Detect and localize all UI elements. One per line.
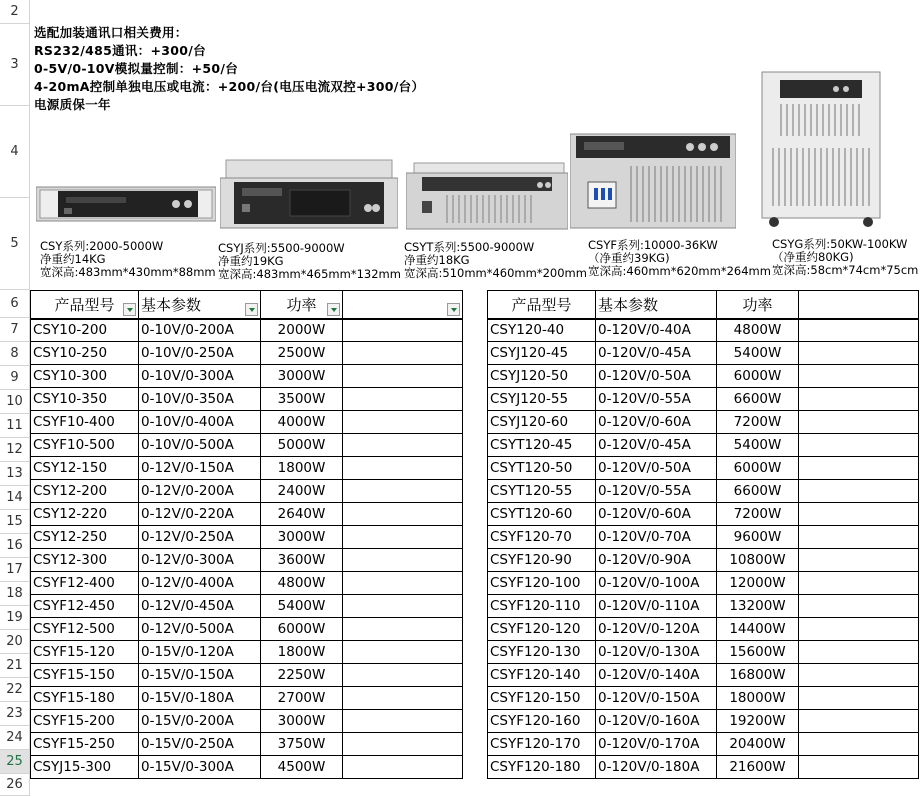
- model-cell[interactable]: CSYF12-400: [31, 572, 139, 595]
- table-row: [488, 526, 919, 549]
- row-number[interactable]: 11: [0, 414, 30, 438]
- table-row: [488, 457, 919, 480]
- params-cell[interactable]: 0-12V/0-300A: [139, 549, 261, 572]
- power-cell[interactable]: 7200W: [717, 411, 799, 434]
- header-model[interactable]: [488, 291, 596, 319]
- product-image-csyt: [406, 161, 568, 231]
- params-cell[interactable]: 0-120V/0-150A: [596, 687, 717, 710]
- empty-cell[interactable]: [343, 365, 463, 388]
- power-cell[interactable]: 14400W: [717, 618, 799, 641]
- table-row: [31, 756, 463, 779]
- model-cell[interactable]: CSYJ120-50: [488, 365, 596, 388]
- table-row: [31, 342, 463, 365]
- table-row: [31, 710, 463, 733]
- caption-line: CSYT系列:5500-9000W: [404, 240, 535, 254]
- power-cell[interactable]: 21600W: [717, 756, 799, 779]
- header-power[interactable]: [261, 291, 343, 319]
- empty-cell[interactable]: [343, 319, 463, 342]
- table-row: [488, 664, 919, 687]
- table-row: [488, 434, 919, 457]
- table-row: [31, 687, 463, 710]
- params-cell[interactable]: 0-120V/0-50A: [596, 365, 717, 388]
- params-cell[interactable]: 0-120V/0-40A: [596, 319, 717, 342]
- model-cell[interactable]: CSYF120-180: [488, 756, 596, 779]
- empty-cell[interactable]: [343, 641, 463, 664]
- table-row: [31, 733, 463, 756]
- empty-cell[interactable]: [343, 572, 463, 595]
- model-cell[interactable]: CSY120-40: [488, 319, 596, 342]
- table-row: [488, 319, 919, 342]
- model-cell[interactable]: CSY12-220: [31, 503, 139, 526]
- table-row: [488, 641, 919, 664]
- product-image-csyg: [760, 70, 882, 228]
- header-model-label: 产品型号: [54, 295, 115, 314]
- table-header-row: [488, 291, 919, 319]
- empty-cell[interactable]: [799, 756, 919, 779]
- caption-line: CSYG系列:50KW-100KW: [772, 237, 908, 251]
- params-cell[interactable]: 0-120V/0-90A: [596, 549, 717, 572]
- caption-csyg: [772, 238, 918, 277]
- table-row: [488, 480, 919, 503]
- power-cell[interactable]: 4500W: [261, 756, 343, 779]
- model-cell[interactable]: CSYF15-200: [31, 710, 139, 733]
- empty-cell[interactable]: [343, 526, 463, 549]
- row-number[interactable]: 12: [0, 438, 30, 462]
- params-cell[interactable]: 0-15V/0-250A: [139, 733, 261, 756]
- row-number[interactable]: 5: [0, 198, 30, 290]
- model-cell[interactable]: CSYJ120-60: [488, 411, 596, 434]
- table-row: [488, 733, 919, 756]
- note-line: RS232/485通讯：+300/台: [34, 43, 206, 58]
- model-cell[interactable]: CSYF120-120: [488, 618, 596, 641]
- row-number[interactable]: 14: [0, 486, 30, 510]
- model-cell[interactable]: CSYF120-140: [488, 664, 596, 687]
- table-row: [31, 595, 463, 618]
- model-cell[interactable]: CSY12-300: [31, 549, 139, 572]
- caption-line: （净重约80KG): [772, 250, 854, 264]
- empty-cell[interactable]: [799, 503, 919, 526]
- caption-line: CSYF系列:10000-36KW: [588, 238, 718, 252]
- model-cell[interactable]: CSYF10-500: [31, 434, 139, 457]
- params-cell[interactable]: 0-120V/0-130A: [596, 641, 717, 664]
- power-cell[interactable]: 5400W: [717, 342, 799, 365]
- model-cell[interactable]: CSYF120-100: [488, 572, 596, 595]
- empty-cell[interactable]: [343, 480, 463, 503]
- params-cell[interactable]: 0-15V/0-150A: [139, 664, 261, 687]
- table-row: [488, 411, 919, 434]
- params-cell[interactable]: 0-120V/0-50A: [596, 457, 717, 480]
- model-cell[interactable]: CSYJ15-300: [31, 756, 139, 779]
- row-number[interactable]: 19: [0, 606, 30, 630]
- table-row: [488, 342, 919, 365]
- empty-cell[interactable]: [799, 710, 919, 733]
- power-cell[interactable]: 3000W: [261, 710, 343, 733]
- params-cell[interactable]: 0-10V/0-300A: [139, 365, 261, 388]
- empty-cell[interactable]: [799, 641, 919, 664]
- right-price-table: [487, 290, 919, 779]
- power-cell[interactable]: 6600W: [717, 480, 799, 503]
- caption-line: 净重约19KG: [218, 254, 284, 268]
- row-number[interactable]: 20: [0, 630, 30, 654]
- row-number[interactable]: 23: [0, 702, 30, 726]
- empty-cell[interactable]: [343, 411, 463, 434]
- empty-cell[interactable]: [799, 365, 919, 388]
- header-power-label: 功率: [286, 295, 317, 314]
- note-line: 选配加装通讯口相关费用：: [34, 25, 188, 40]
- power-cell[interactable]: 3600W: [261, 549, 343, 572]
- product-image-csyj: [220, 158, 398, 230]
- caption-line: CSY系列:2000-5000W: [40, 239, 164, 253]
- params-cell[interactable]: 0-10V/0-200A: [139, 319, 261, 342]
- row-number[interactable]: 6: [0, 290, 30, 318]
- empty-cell[interactable]: [799, 457, 919, 480]
- power-cell[interactable]: 7200W: [717, 503, 799, 526]
- params-cell[interactable]: 0-120V/0-140A: [596, 664, 717, 687]
- row-number[interactable]: 25: [0, 750, 30, 774]
- params-cell[interactable]: 0-12V/0-250A: [139, 526, 261, 549]
- params-cell[interactable]: 0-12V/0-200A: [139, 480, 261, 503]
- model-cell[interactable]: CSYF10-400: [31, 411, 139, 434]
- power-cell[interactable]: 6600W: [717, 388, 799, 411]
- power-cell[interactable]: 12000W: [717, 572, 799, 595]
- row-number[interactable]: 21: [0, 654, 30, 678]
- power-cell[interactable]: 2250W: [261, 664, 343, 687]
- table-row: [31, 526, 463, 549]
- row-number[interactable]: 15: [0, 510, 30, 534]
- header-model-label: 产品型号: [511, 295, 572, 314]
- row-number[interactable]: 10: [0, 390, 30, 414]
- power-cell[interactable]: 3750W: [261, 733, 343, 756]
- empty-cell[interactable]: [799, 549, 919, 572]
- row-number[interactable]: 17: [0, 558, 30, 582]
- table-row: [31, 549, 463, 572]
- row-number[interactable]: 9: [0, 366, 30, 390]
- model-cell[interactable]: CSYF120-130: [488, 641, 596, 664]
- power-cell[interactable]: 4000W: [261, 411, 343, 434]
- empty-cell[interactable]: [799, 411, 919, 434]
- empty-cell[interactable]: [343, 733, 463, 756]
- table-row: [31, 572, 463, 595]
- header-power-label: 功率: [742, 295, 773, 314]
- params-cell[interactable]: 0-120V/0-170A: [596, 733, 717, 756]
- header-empty[interactable]: [343, 291, 463, 319]
- empty-cell[interactable]: [343, 434, 463, 457]
- empty-cell[interactable]: [799, 480, 919, 503]
- table-row: [488, 549, 919, 572]
- params-cell[interactable]: 0-12V/0-500A: [139, 618, 261, 641]
- header-params[interactable]: [139, 291, 261, 319]
- params-cell[interactable]: 0-10V/0-350A: [139, 388, 261, 411]
- empty-cell[interactable]: [799, 319, 919, 342]
- note-line: 4-20mA控制单独电压或电流：+200/台(电压电流双控+300/台）: [34, 79, 425, 94]
- table-row: [31, 480, 463, 503]
- empty-cell[interactable]: [799, 618, 919, 641]
- caption-line: 净重约14KG: [40, 252, 106, 266]
- params-cell[interactable]: 0-120V/0-110A: [596, 595, 717, 618]
- power-cell[interactable]: 3500W: [261, 388, 343, 411]
- left-price-table: [30, 290, 463, 779]
- params-cell[interactable]: 0-12V/0-400A: [139, 572, 261, 595]
- table-row: [488, 388, 919, 411]
- filter-dropdown-icon[interactable]: [327, 303, 340, 316]
- power-cell[interactable]: 1800W: [261, 641, 343, 664]
- model-cell[interactable]: CSY10-250: [31, 342, 139, 365]
- empty-cell[interactable]: [343, 342, 463, 365]
- power-cell[interactable]: 2400W: [261, 480, 343, 503]
- table-row: [488, 365, 919, 388]
- row-number[interactable]: 24: [0, 726, 30, 750]
- header-params-label: 基本参数: [141, 295, 202, 314]
- power-cell[interactable]: 18000W: [717, 687, 799, 710]
- header-params[interactable]: [596, 291, 717, 319]
- model-cell[interactable]: CSYF15-180: [31, 687, 139, 710]
- empty-cell[interactable]: [343, 503, 463, 526]
- empty-cell[interactable]: [343, 457, 463, 480]
- caption-csy: [40, 240, 216, 279]
- power-cell[interactable]: 10800W: [717, 549, 799, 572]
- model-cell[interactable]: CSYF15-120: [31, 641, 139, 664]
- power-cell[interactable]: 2000W: [261, 319, 343, 342]
- empty-cell[interactable]: [343, 549, 463, 572]
- caption-line: 宽深高:510mm*460mm*200mm: [404, 266, 587, 280]
- power-cell[interactable]: 13200W: [717, 595, 799, 618]
- table-row: [31, 618, 463, 641]
- params-cell[interactable]: 0-120V/0-55A: [596, 388, 717, 411]
- row-number[interactable]: 18: [0, 582, 30, 606]
- empty-cell[interactable]: [343, 756, 463, 779]
- params-cell[interactable]: 0-120V/0-120A: [596, 618, 717, 641]
- empty-cell[interactable]: [343, 618, 463, 641]
- model-cell[interactable]: CSYF120-160: [488, 710, 596, 733]
- params-cell[interactable]: 0-120V/0-70A: [596, 526, 717, 549]
- caption-line: 宽深高:460mm*620mm*264mm: [588, 264, 771, 278]
- params-cell[interactable]: 0-10V/0-500A: [139, 434, 261, 457]
- note-line: 0-5V/0-10V模拟量控制：+50/台: [34, 61, 239, 76]
- table-row: [31, 365, 463, 388]
- table-row: [31, 319, 463, 342]
- table-row: [31, 503, 463, 526]
- model-cell[interactable]: CSYF120-70: [488, 526, 596, 549]
- model-cell[interactable]: CSYF120-90: [488, 549, 596, 572]
- table-row: [31, 664, 463, 687]
- params-cell[interactable]: 0-120V/0-45A: [596, 342, 717, 365]
- power-cell[interactable]: 5400W: [261, 595, 343, 618]
- params-cell[interactable]: 0-12V/0-150A: [139, 457, 261, 480]
- model-cell[interactable]: CSYT120-45: [488, 434, 596, 457]
- table-row: [31, 388, 463, 411]
- power-cell[interactable]: 16800W: [717, 664, 799, 687]
- params-cell[interactable]: 0-15V/0-200A: [139, 710, 261, 733]
- header-empty[interactable]: [799, 291, 919, 319]
- model-cell[interactable]: CSY12-200: [31, 480, 139, 503]
- params-cell[interactable]: 0-120V/0-100A: [596, 572, 717, 595]
- filter-dropdown-icon[interactable]: [447, 303, 460, 316]
- params-cell[interactable]: 0-12V/0-450A: [139, 595, 261, 618]
- caption-line: CSYJ系列:5500-9000W: [218, 241, 345, 255]
- model-cell[interactable]: CSY12-250: [31, 526, 139, 549]
- row-number[interactable]: 4: [0, 106, 30, 198]
- empty-cell[interactable]: [343, 664, 463, 687]
- table-row: [488, 756, 919, 779]
- power-cell[interactable]: 4800W: [261, 572, 343, 595]
- row-number[interactable]: 3: [0, 24, 30, 106]
- table-row: [488, 572, 919, 595]
- header-params-label: 基本参数: [598, 295, 659, 314]
- params-cell[interactable]: 0-120V/0-160A: [596, 710, 717, 733]
- table-row: [31, 434, 463, 457]
- empty-cell[interactable]: [343, 595, 463, 618]
- caption-line: 宽深高:483mm*430mm*88mm: [40, 265, 216, 279]
- power-cell[interactable]: 5000W: [261, 434, 343, 457]
- power-cell[interactable]: 4800W: [717, 319, 799, 342]
- header-power[interactable]: [717, 291, 799, 319]
- power-cell[interactable]: 6000W: [717, 457, 799, 480]
- params-cell[interactable]: 0-15V/0-300A: [139, 756, 261, 779]
- power-cell[interactable]: 19200W: [717, 710, 799, 733]
- options-note: [34, 24, 424, 114]
- header-model[interactable]: [31, 291, 139, 319]
- table-row: [488, 618, 919, 641]
- model-cell[interactable]: CSYT120-60: [488, 503, 596, 526]
- power-cell[interactable]: 2640W: [261, 503, 343, 526]
- model-cell[interactable]: CSY10-200: [31, 319, 139, 342]
- caption-line: 宽深高:483mm*465mm*132mm: [218, 267, 401, 281]
- power-cell[interactable]: 15600W: [717, 641, 799, 664]
- model-cell[interactable]: CSYF120-170: [488, 733, 596, 756]
- model-cell[interactable]: CSYT120-50: [488, 457, 596, 480]
- power-cell[interactable]: 6000W: [717, 365, 799, 388]
- model-cell[interactable]: CSYF12-450: [31, 595, 139, 618]
- row-number[interactable]: 16: [0, 534, 30, 558]
- empty-cell[interactable]: [799, 388, 919, 411]
- table-row: [31, 641, 463, 664]
- params-cell[interactable]: 0-120V/0-180A: [596, 756, 717, 779]
- caption-line: 宽深高:58cm*74cm*75cm: [772, 263, 919, 277]
- power-cell[interactable]: 1800W: [261, 457, 343, 480]
- power-cell[interactable]: 3000W: [261, 526, 343, 549]
- params-cell[interactable]: 0-120V/0-55A: [596, 480, 717, 503]
- row-number[interactable]: 26: [0, 774, 30, 796]
- model-cell[interactable]: CSYF120-110: [488, 595, 596, 618]
- model-cell[interactable]: CSYT120-55: [488, 480, 596, 503]
- empty-cell[interactable]: [799, 687, 919, 710]
- model-cell[interactable]: CSY12-150: [31, 457, 139, 480]
- model-cell[interactable]: CSYJ120-45: [488, 342, 596, 365]
- params-cell[interactable]: 0-15V/0-120A: [139, 641, 261, 664]
- table-header-row: [31, 291, 463, 319]
- params-cell[interactable]: 0-10V/0-400A: [139, 411, 261, 434]
- table-row: [31, 457, 463, 480]
- empty-cell[interactable]: [799, 733, 919, 756]
- table-row: [31, 411, 463, 434]
- table-row: [488, 595, 919, 618]
- empty-cell[interactable]: [343, 710, 463, 733]
- power-cell[interactable]: 2500W: [261, 342, 343, 365]
- note-line: 电源质保一年: [34, 97, 111, 112]
- model-cell[interactable]: CSYF12-500: [31, 618, 139, 641]
- empty-cell[interactable]: [343, 687, 463, 710]
- table-row: [488, 687, 919, 710]
- caption-line: （净重约39KG): [588, 251, 670, 265]
- table-row: [488, 710, 919, 733]
- empty-cell[interactable]: [799, 595, 919, 618]
- model-cell[interactable]: CSYF120-150: [488, 687, 596, 710]
- empty-cell[interactable]: [799, 664, 919, 687]
- params-cell[interactable]: 0-12V/0-220A: [139, 503, 261, 526]
- filter-dropdown-icon[interactable]: [123, 303, 136, 316]
- row-number[interactable]: 7: [0, 318, 30, 342]
- row-number[interactable]: 22: [0, 678, 30, 702]
- empty-cell[interactable]: [799, 526, 919, 549]
- row-number[interactable]: 8: [0, 342, 30, 366]
- empty-cell[interactable]: [799, 342, 919, 365]
- row-number[interactable]: 13: [0, 462, 30, 486]
- table-row: [488, 503, 919, 526]
- row-number[interactable]: 2: [0, 0, 30, 24]
- params-cell[interactable]: 0-120V/0-60A: [596, 503, 717, 526]
- power-cell[interactable]: 5400W: [717, 434, 799, 457]
- power-cell[interactable]: 3000W: [261, 365, 343, 388]
- caption-csyt: [404, 241, 587, 280]
- empty-cell[interactable]: [799, 434, 919, 457]
- empty-cell[interactable]: [343, 388, 463, 411]
- caption-csyj: [218, 242, 401, 281]
- params-cell[interactable]: 0-120V/0-60A: [596, 411, 717, 434]
- params-cell[interactable]: 0-15V/0-180A: [139, 687, 261, 710]
- caption-csyf: [588, 239, 771, 278]
- product-image-csy: [36, 183, 216, 225]
- params-cell[interactable]: 0-120V/0-45A: [596, 434, 717, 457]
- model-cell[interactable]: CSY10-300: [31, 365, 139, 388]
- power-cell[interactable]: 6000W: [261, 618, 343, 641]
- power-cell[interactable]: 20400W: [717, 733, 799, 756]
- model-cell[interactable]: CSYJ120-55: [488, 388, 596, 411]
- model-cell[interactable]: CSYF15-250: [31, 733, 139, 756]
- power-cell[interactable]: 2700W: [261, 687, 343, 710]
- power-cell[interactable]: 9600W: [717, 526, 799, 549]
- params-cell[interactable]: 0-10V/0-250A: [139, 342, 261, 365]
- caption-line: 净重约18KG: [404, 253, 470, 267]
- product-image-csyf: [570, 130, 736, 230]
- filter-dropdown-icon[interactable]: [245, 303, 258, 316]
- model-cell[interactable]: CSY10-350: [31, 388, 139, 411]
- empty-cell[interactable]: [799, 572, 919, 595]
- model-cell[interactable]: CSYF15-150: [31, 664, 139, 687]
